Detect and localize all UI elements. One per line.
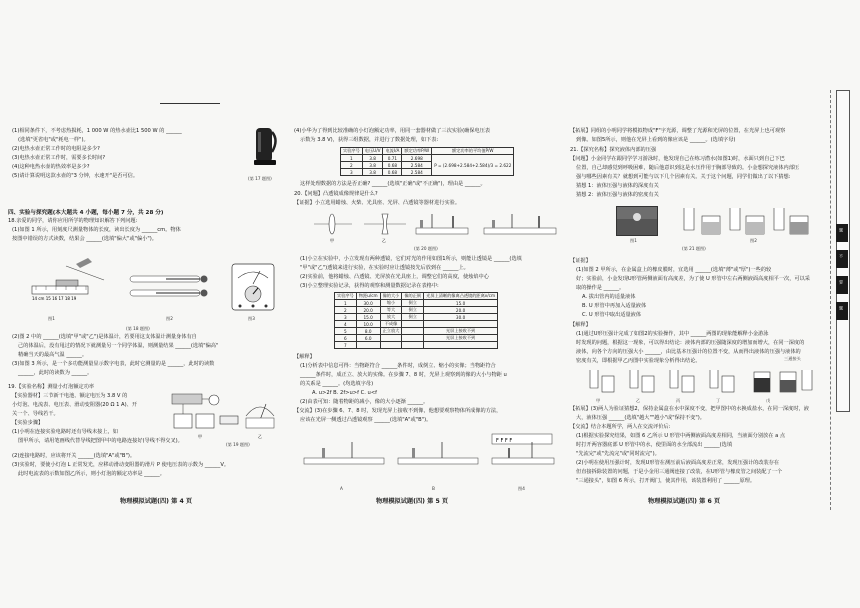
lens-figure (312, 210, 558, 246)
svg-text:乙: 乙 (382, 238, 386, 243)
q19-line: 图甲所示，请用笔画线代替导线把图甲中的电路连接好(导线不得交叉)。 (18, 438, 183, 444)
table-row (335, 314, 498, 321)
table-row (335, 335, 498, 342)
binding-strip (834, 90, 850, 410)
q20-line: 【解释】 (294, 354, 315, 360)
q20-line: 20.【问题】凸透镜成像规律是什么? (294, 191, 378, 197)
three-way-figure (584, 366, 820, 396)
table-cell: 0.68 (383, 162, 402, 169)
binding-label-box (836, 224, 848, 242)
table-header-row (335, 293, 498, 300)
thermometer-figure (126, 274, 216, 304)
q21-line: 位置，自己却感觉到呼吸困难，随后他意识到这是水压作用于胸部导致的。小金想探究液体内部压 (576, 165, 800, 171)
table-cell: 7 (335, 342, 357, 349)
q21-line: 【解释】 (570, 322, 591, 328)
table-row (335, 328, 498, 335)
q21-line: 取的操作是 ______。 (576, 285, 625, 291)
table-cell: 光屏上清晰的像离凸透镜的距离v/cm (424, 293, 498, 300)
table-cell: 2 (335, 307, 357, 314)
table-cell: 30.0 (424, 314, 498, 321)
q21-caption: (第 21 题图) (682, 246, 706, 251)
q20-line: (1)小立在实验中，小立发现有两种透镜，它们对光的作用如图1所示，则能让透镜是 ______(选填 (300, 256, 522, 262)
q21-line: 液体，向各个方向的压强大小 ______，由比基本压强计的位置不变，从而得出液体的压强与液体的 (576, 349, 801, 355)
table-cell: 缩小 (380, 300, 402, 307)
q20-line: 的关系是 ______。(均选填字母) (300, 381, 374, 387)
q21-line: 【交流】结合本题所学，两人在交流评价后: (570, 424, 671, 430)
table-cell: 等大 (380, 307, 402, 314)
power-table (340, 147, 514, 176)
table-cell (402, 335, 424, 342)
table-cell: 电流I/A (383, 148, 402, 155)
q20-line: 【交流】(3)在步骤 6、7、8 时，发现光屏上接收不到像，他想要观察物体所成像的方法， (294, 408, 502, 414)
table-cell: 0.71 (383, 155, 402, 162)
table-cell: 倒立 (402, 314, 424, 321)
table-cell: 6.0 (356, 335, 380, 342)
table-cell: 2.698 (402, 155, 432, 162)
figure-label: B (432, 486, 435, 491)
binding-label-box (836, 276, 848, 294)
q19-cont-line: (4)小华为了得到比较准确的小灯泡额定功率，用同一套器材做了三次实验(确保电压表 (294, 128, 491, 134)
table-cell: 光屏上接收不到 (424, 328, 498, 335)
q18-line: 18.亲爱的同学，请你应用所学的物理知识解答下列问题: (8, 218, 138, 224)
figure-label: A (340, 486, 343, 491)
figure-label: 图1 (630, 238, 637, 243)
q21-line: 强与哪些因素有关？就想到可能与以下几个因素有关。关于这个问题，同学们做出了以下猜想: (576, 174, 791, 180)
multimeter-figure (230, 262, 276, 312)
q21-line: 但直接拆除装置的问题，于是小金用三通阀连接了改装，在U形管与橡皮管之间装配了一个 (576, 469, 783, 475)
page-footer: 物理模拟试题(四) 第 6 页 (648, 498, 721, 505)
q21-line: 好；实验前，小金发现U形管两侧液面有高度差，为了使 U 形管中左右两侧液面高度相平一次，可以采 (576, 276, 810, 282)
q20-line: (1)分析表中信息可得：当物距符合 ______条件时，成倒立、缩小的实像；当物距符合 (300, 363, 496, 369)
q20-line: (2)由表可知：随着物距的减小，像的大小逐渐 ______。 (300, 399, 429, 405)
table-cell (380, 335, 402, 342)
q19-caption: (第 19 题图) (226, 442, 250, 447)
q21-option: B. U 形管中再加入适量液体 (582, 303, 647, 309)
table-cell (424, 342, 498, 349)
q20-line: A. u>2f B. 2f>u>f C. u<f (312, 390, 377, 396)
cut-line (830, 90, 831, 510)
q21-line: "先流完"或"先流完"或"同时流完")。 (576, 451, 660, 457)
figure-label: 图4 (518, 486, 525, 491)
svg-text:14 cm 15 16 17 18 19: 14 cm 15 16 17 18 19 (32, 296, 77, 301)
table-row (335, 300, 498, 307)
table-cell: 3 (335, 314, 357, 321)
svg-text:甲: 甲 (330, 238, 334, 243)
optical-bench-figure (302, 430, 558, 486)
table-cell: 1 (335, 300, 357, 307)
table-cell: 实验序号 (335, 293, 357, 300)
q20-extend-line: 到像。如图5所示，则他在光屏上看到的像应该是 ______。(选填字母) (576, 137, 736, 143)
q20-extend-line: 【拓展】同组的小明同学将模拟物成"F"字光源，调整了光源和光屏的位置，在光屏上也可观察 (570, 128, 786, 134)
page-footer: 物理模拟试题(四) 第 5 页 (376, 498, 449, 505)
table-cell: 电压U/V (362, 148, 383, 155)
q20-line: (3)小立整理实验记录，获得的观察和测量数据记录在表格中: (300, 283, 439, 289)
q21-line: 时发现的问题，根据这一现象，可以得出结论：液体内部的压强随深度的增加而增大，在同一深度的 (576, 340, 805, 346)
q20-line: "甲"或"乙")透镜来进行实验，在实验时应让透镜按先后放到在 ______上。 (300, 265, 469, 271)
table-cell: 15.0 (356, 314, 380, 321)
q18-caption: (第 18 题图) (126, 326, 150, 331)
figure-label: 图2 (166, 316, 173, 321)
q17-line: (4)这种电热水壶的热效率是多少? (12, 164, 90, 170)
table-cell: 倒立 (402, 300, 424, 307)
table-cell: 光屏上接收不到 (424, 335, 498, 342)
q19-line: 【实验步骤】 (12, 420, 44, 426)
binding-label: 要 (839, 280, 844, 284)
binding-label: 不 (839, 254, 844, 258)
q21-line: 【证据】 (570, 258, 591, 264)
table-cell: 5 (335, 328, 357, 335)
q19-line: 19.【实验名称】测量小灯泡额定功率 (8, 384, 95, 390)
q19-cont-line: 示数为 3.8 V)，获得三组数据，并进行了数据处理，如下表: (300, 137, 439, 143)
q18-line: 精确当天的最高气温 ______。 (18, 352, 88, 358)
q20-caption: (第 20 题图) (414, 246, 438, 251)
lens-data-table (334, 292, 498, 349)
q18-line: 按图中错误的方式读数，结果会 ______(选填"偏大"或"偏小")。 (12, 236, 157, 242)
table-cell (380, 342, 402, 349)
q17-line: (5)请计算说明这款水壶的"3 分钟，水速开"是否可信。 (12, 173, 139, 179)
q21-line: "三通接头"，如图 6 所示，打开阀门，使其作用，该装置利用了 ______原理。 (576, 478, 756, 484)
q21-line: 时打开两容器底部 U 形管中的水，使里面的水全部流出 ______(选填 (576, 442, 733, 448)
pressure-gauge-figure (680, 204, 828, 238)
q18-line: (3)如图 3 所示，是一个多功能测量显示数字电表，此时它测量的是 ______，此时的读数 (12, 361, 215, 367)
table-cell: 额定功率的平均值P/W (432, 148, 514, 155)
svg-text:乙: 乙 (258, 434, 262, 439)
table-cell: 8.0 (356, 328, 380, 335)
table-row (335, 321, 498, 328)
figure-label: 乙 (636, 398, 641, 403)
table-cell: 10.0 (356, 321, 380, 328)
table-cell: 额定功率P/W (402, 148, 432, 155)
table-cell (424, 321, 498, 328)
table-cell: 像的正倒 (402, 293, 424, 300)
q17-line: (2)电热水壶正常工作时的电阻是多少? (12, 146, 100, 152)
table-cell: 2.584 (402, 169, 432, 176)
table-cell: 4 (335, 321, 357, 328)
binding-label: 题 (839, 306, 844, 310)
q18-line: 己的体温后，没有甩过的情况下就测量另一个同学体温，则测量结果 ______(选填"偏高" (18, 343, 219, 349)
q19-line: 【实验器材】三节新干电池、额定电压为 3.8 V 的 (12, 393, 128, 399)
q21-line: 大，液体压强 ______(选填"越大""越小"或"保持不变")。 (576, 415, 705, 421)
q19-line: (1)小明在连接实验电路时还有导线未接上，如 (12, 429, 118, 435)
table-cell: 倒立 (402, 307, 424, 314)
table-cell: 1 (341, 155, 363, 162)
table-cell: 6 (335, 335, 357, 342)
binding-label: 题 (839, 228, 844, 232)
table-cell: 像的大小 (380, 293, 402, 300)
table-cell: 2 (341, 162, 363, 169)
q21-line: (1)通过U形压强计完成了如图2的实验操作，其中 ______两图的现象能解释小金游泳 (576, 331, 769, 337)
q17-line: (选填"更省电"或"耗电一样")。 (18, 137, 89, 143)
q21-line: 密度有关，即根据甲乙丙图中实验现象分析得出结论。 (576, 358, 701, 364)
three-way-label: 三通接头 (784, 356, 801, 361)
table-cell: 不成像 (380, 321, 402, 328)
q21-line: 【拓展】(3)两人为验证猜想2，保持金属盒在水中深度不变，把甲图中的水换成盐水，在同一深度时，液 (570, 406, 809, 412)
table-row (341, 155, 514, 162)
table-cell: 3 (341, 169, 363, 176)
table-cell: 15.0 (424, 300, 498, 307)
q19-line: 小灯泡、电流表、电压表、滑动变阻器(20 Ω 1 A)、开 (12, 402, 137, 408)
q21-line: 猜想 1：液体压强与液体的深度有关 (576, 183, 659, 189)
q21-line: (1)如图 2 甲所示，在金属盒上的橡皮膜时，宜选用 ______(选填"薄"或"厚")一些的较 (576, 267, 772, 273)
q21-line: 21.【探究名称】探究液体内部的压强 (570, 147, 657, 153)
table-cell: 20.0 (424, 307, 498, 314)
table-cell: 放大 (380, 314, 402, 321)
table-cell: P = (2.698+2.584+2.584)/3 = 2.622 (432, 155, 514, 176)
table-cell: 0.68 (383, 169, 402, 176)
figure-label: 丙 (676, 398, 681, 403)
kettle-image (252, 122, 278, 168)
table-cell: 物距u/cm (356, 293, 380, 300)
table-header-row (341, 148, 514, 155)
page-5-column (292, 0, 562, 608)
table-cell: 30.0 (356, 300, 380, 307)
q18-line: ______，此时的读数为 ______。 (18, 370, 93, 376)
figure-label: 图1 (48, 316, 55, 321)
page-6-column (570, 0, 828, 608)
q19-line: 关一个、导线若干。 (12, 411, 59, 417)
table-cell: 2.584 (402, 162, 432, 169)
table-cell: 3.8 (362, 169, 383, 176)
q19-line: (3)实验时，要使小灯泡 L 正常发光，应移动滑动变阻器的滑片 P 使电压表的示数为 ______V。 (12, 462, 230, 468)
diver-photo (616, 206, 658, 236)
page-4-column (8, 0, 278, 608)
q20-line: (2)实验前，他将蜡烛、凸透镜、光屏放在光具座上，调整它们的高度，使烛焰中心 (300, 274, 489, 280)
figure-label: 丁 (716, 398, 721, 403)
q19-line: (2)连接电路时，应该将开关 ______(选填"A"或"B")。 (12, 453, 136, 459)
table-cell (356, 342, 380, 349)
q20-line: 应该在光屏一侧透过凸透镜观察 ______(选填"A"或"B")。 (300, 417, 432, 423)
q20-line: ______条件时，成正立、放大的实像。在步骤 7、8 时，光屏上观察到的像的大小与物距 u (300, 372, 507, 378)
circuit-figure (168, 386, 276, 440)
binding-label-box (836, 302, 848, 320)
svg-text:F F F F: F F F F (496, 438, 513, 444)
table-cell: 20.0 (356, 307, 380, 314)
q19-cont-line: 这样处理数据的方法是否正确? ______(选填"正确"或"不正确")，理由是 ______。 (300, 181, 486, 187)
figure-label: 甲 (596, 398, 601, 403)
q17-line: (3)电热水壶正常工作时，需要多长时间? (12, 155, 106, 161)
q19-line: 此时电流表的示数如图乙所示，则小灯泡的额定功率是 ______。 (18, 471, 165, 477)
q21-line: 【问题】小金同学在跟同学学习游泳时，他发现自己在练习潜水(如图1)时，水面只到自己下巴 (570, 156, 785, 162)
figure-label: 图3 (248, 316, 255, 321)
table-cell: 正立放大 (380, 328, 402, 335)
q17-line: (1)相同条件下，不考虑热损耗，1 000 W 的热水壶比1 500 W 的 ______ (12, 128, 182, 134)
q21-line: (2)小明在使用压强计时，发现U形管在测压前后液面高度差正常，发现压强计的改装存在 (576, 460, 780, 466)
table-cell: 实验序号 (341, 148, 363, 155)
figure-label: 图2 (750, 238, 757, 243)
ruler-figure (26, 258, 106, 308)
q21-line: 猜想 2：液体压强与液体的密度有关 (576, 192, 659, 198)
table-row (335, 342, 498, 349)
q21-option: A. 拔出管内的适量液体 (582, 294, 636, 300)
table-cell: 3.8 (362, 155, 383, 162)
q18-line: (2)图 2 中的 ______(选填"甲"或"乙")是体温计，若要用这支体温计测量身体有自 (12, 334, 197, 340)
table-cell: 3.8 (362, 162, 383, 169)
page-footer: 物理模拟试题(四) 第 4 页 (120, 498, 193, 505)
table-cell (402, 342, 424, 349)
figure-label: 戊 (766, 398, 771, 403)
binding-label-box (836, 250, 848, 268)
table-row (335, 307, 498, 314)
q17-caption: (第 17 题图) (248, 176, 272, 181)
q20-line: 【证据】小立选用蜡烛、火柴、光具座、光屏、凸透镜等器材进行实验。 (294, 200, 461, 206)
q21-line: (1)根据实验探究结果，如图 6 乙所示 U 形管中两侧液面高度差相同，当液面分别放在 a 点 (576, 433, 786, 439)
q21-option: C. U 形管中取出适量液体 (582, 312, 642, 318)
table-cell (402, 321, 424, 328)
table-cell (402, 328, 424, 335)
q18-line: (1)如图 1 所示，用刻度尺测量物体的长度，读出长度为 ______cm。物体 (12, 227, 181, 233)
svg-text:甲: 甲 (198, 434, 202, 439)
section-title: 四、实验与探究题(本大题共 4 小题，每小题 7 分，共 28 分) (8, 210, 164, 216)
